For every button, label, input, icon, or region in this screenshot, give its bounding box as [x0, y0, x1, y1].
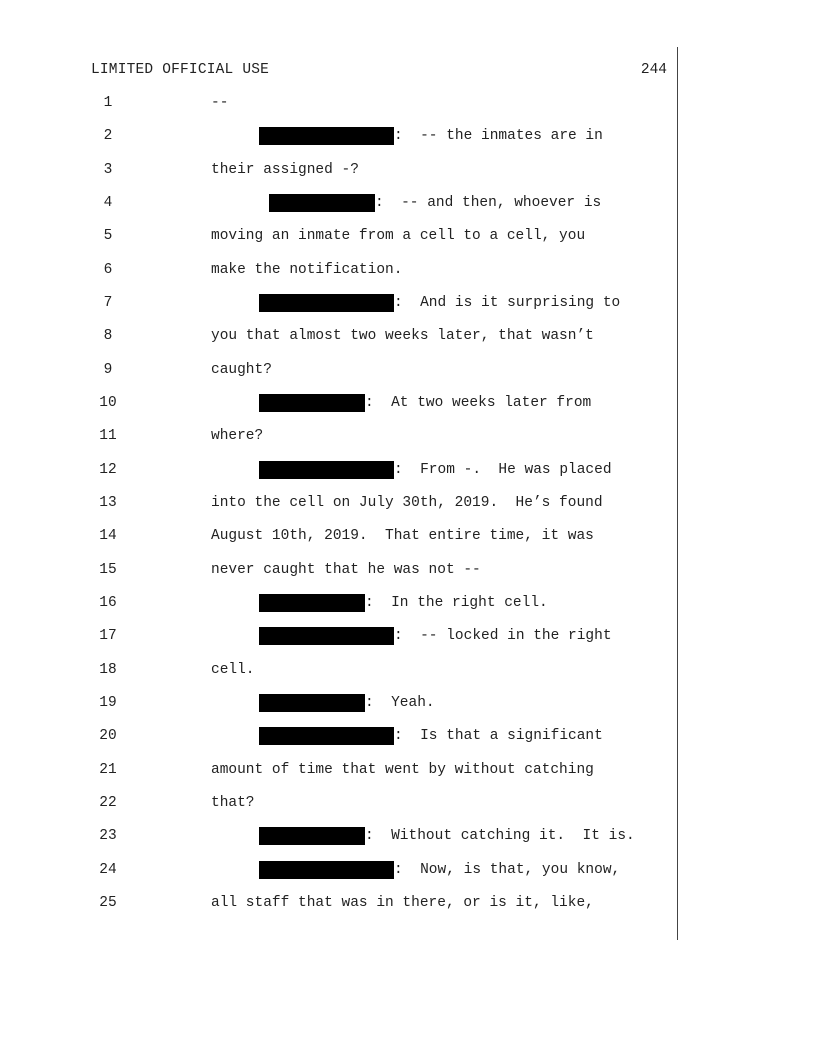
line-text: -- — [211, 95, 229, 111]
line-text: into the cell on July 30th, 2019. He’s found — [211, 495, 603, 511]
transcript-line — [0, 460, 677, 480]
line-text: August 10th, 2019. That entire time, it was — [211, 528, 594, 544]
redaction-bar — [259, 594, 365, 612]
line-number: 19 — [99, 695, 117, 711]
transcript-line — [0, 193, 677, 213]
line-text: amount of time that went by without catching — [211, 762, 594, 778]
transcript-line — [0, 260, 677, 280]
transcript-line — [0, 393, 677, 413]
transcript-line — [0, 293, 677, 313]
transcript-line — [0, 726, 677, 746]
line-text: : Is that a significant — [394, 728, 603, 744]
transcript-line — [0, 660, 677, 680]
line-number: 1 — [103, 95, 113, 111]
transcript-line — [0, 126, 677, 146]
transcript-line — [0, 593, 677, 613]
line-number: 11 — [99, 428, 117, 444]
redaction-bar — [259, 694, 365, 712]
line-text: all staff that was in there, or is it, like, — [211, 895, 594, 911]
transcript-line — [0, 526, 677, 546]
transcript-line — [0, 226, 677, 246]
line-text: that? — [211, 795, 255, 811]
line-number: 2 — [103, 128, 113, 144]
line-number: 15 — [99, 562, 117, 578]
line-text: : -- and then, whoever is — [375, 195, 602, 211]
transcript-line — [0, 560, 677, 580]
line-number: 18 — [99, 662, 117, 678]
redaction-bar — [259, 827, 365, 845]
redaction-bar — [259, 394, 365, 412]
line-text: caught? — [211, 362, 272, 378]
line-number: 16 — [99, 595, 117, 611]
transcript-line — [0, 793, 677, 813]
redaction-bar — [259, 294, 394, 312]
line-number: 5 — [103, 228, 113, 244]
transcript-line — [0, 426, 677, 446]
line-text: their assigned -? — [211, 162, 359, 178]
line-number: 3 — [103, 162, 113, 178]
redaction-bar — [259, 861, 394, 879]
line-text: : Yeah. — [365, 695, 435, 711]
line-text: : And is it surprising to — [394, 295, 621, 311]
line-text: : -- the inmates are in — [394, 128, 603, 144]
transcript-line — [0, 160, 677, 180]
transcript-line — [0, 360, 677, 380]
line-text: : From -. He was placed — [394, 462, 612, 478]
line-text: moving an inmate from a cell to a cell, you — [211, 228, 586, 244]
redaction-bar — [259, 461, 394, 479]
right-margin-rule — [677, 47, 678, 940]
line-number: 4 — [103, 195, 113, 211]
line-text: make the notification. — [211, 262, 403, 278]
transcript-line — [0, 860, 677, 880]
line-text: : -- locked in the right — [394, 628, 612, 644]
classification-marking: LIMITED OFFICIAL USE — [91, 62, 270, 78]
line-text: : At two weeks later from — [365, 395, 592, 411]
line-number: 24 — [99, 862, 117, 878]
line-number: 6 — [103, 262, 113, 278]
line-text: where? — [211, 428, 264, 444]
line-number: 14 — [99, 528, 117, 544]
line-number: 8 — [103, 328, 113, 344]
line-text: you that almost two weeks later, that wasn’t — [211, 328, 594, 344]
line-text: : In the right cell. — [365, 595, 548, 611]
line-text: : Without catching it. It is. — [365, 828, 635, 844]
line-number: 13 — [99, 495, 117, 511]
redaction-bar — [259, 627, 394, 645]
line-text: : Now, is that, you know, — [394, 862, 621, 878]
transcript-line — [0, 326, 677, 346]
line-number: 25 — [99, 895, 117, 911]
line-number: 20 — [99, 728, 117, 744]
transcript-line — [0, 626, 677, 646]
redaction-bar — [259, 127, 394, 145]
transcript-line — [0, 760, 677, 780]
line-text: cell. — [211, 662, 255, 678]
redaction-bar — [259, 727, 394, 745]
line-number: 17 — [99, 628, 117, 644]
line-number: 21 — [99, 762, 117, 778]
transcript-line — [0, 93, 677, 113]
redaction-bar — [269, 194, 375, 212]
line-number: 12 — [99, 462, 117, 478]
line-number: 7 — [103, 295, 113, 311]
line-number: 23 — [99, 828, 117, 844]
page-number: 244 — [640, 62, 667, 78]
transcript-line — [0, 693, 677, 713]
transcript-line — [0, 493, 677, 513]
line-text: never caught that he was not -- — [211, 562, 481, 578]
line-number: 10 — [99, 395, 117, 411]
line-number: 9 — [103, 362, 113, 378]
transcript-line — [0, 893, 677, 913]
line-number: 22 — [99, 795, 117, 811]
transcript-line — [0, 826, 677, 846]
